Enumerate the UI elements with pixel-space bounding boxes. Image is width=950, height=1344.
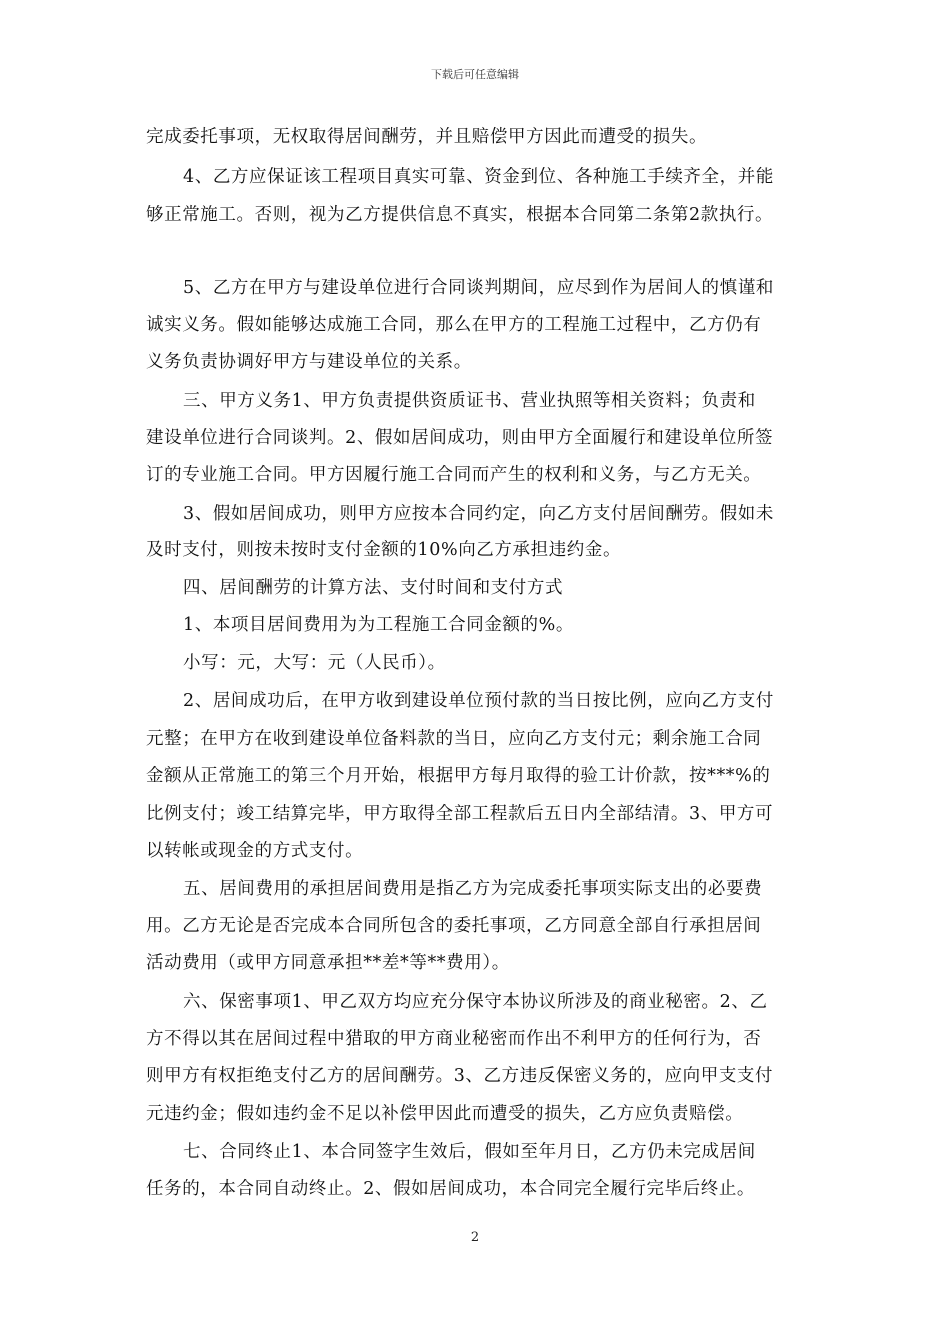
body-line: 金额从正常施工的第三个月开始，根据甲方每月取得的验工计价款，按***%的	[146, 766, 771, 786]
section-heading: 四、居间酬劳的计算方法、支付时间和支付方式	[183, 578, 564, 598]
body-line: 三、甲方义务1、甲方负责提供资质证书、营业执照等相关资料；负责和	[183, 391, 756, 411]
body-line: 4、乙方应保证该工程项目真实可靠、资金到位、各种施工手续齐全，并能	[183, 167, 774, 187]
body-line: 五、居间费用的承担居间费用是指乙方为完成委托事项实际支出的必要费	[183, 879, 763, 899]
body-line: 2、居间成功后，在甲方收到建设单位预付款的当日按比例，应向乙方支付	[183, 691, 774, 711]
body-line: 比例支付；竣工结算完毕，甲方取得全部工程款后五日内全部结清。3、甲方可	[146, 804, 774, 824]
body-line: 及时支付，则按未按时支付金额的10%向乙方承担违约金。	[146, 540, 622, 560]
body-line: 活动费用（或甲方同意承担**差*等**费用）。	[146, 953, 510, 973]
body-line: 六、保密事项1、甲乙双方均应充分保守本协议所涉及的商业秘密。2、乙	[183, 992, 768, 1012]
body-line: 够正常施工。否则，视为乙方提供信息不真实，根据本合同第二条第2款执行。	[146, 205, 774, 225]
body-line: 方不得以其在居间过程中猎取的甲方商业秘密而作出不利甲方的任何行为，否	[146, 1029, 762, 1049]
body-line: 小写：元，大写：元（人民币）。	[183, 653, 446, 673]
body-line: 七、合同终止1、本合同签字生效后，假如至年月日，乙方仍未完成居间	[183, 1142, 756, 1162]
body-line: 则甲方有权拒绝支付乙方的居间酬劳。3、乙方违反保密义务的，应向甲支支付	[146, 1066, 774, 1086]
body-line: 任务的，本合同自动终止。2、假如居间成功，本合同完全履行完毕后终止。	[146, 1179, 756, 1199]
body-line: 元违约金；假如违约金不足以补偿甲因此而遭受的损失，乙方应负责赔偿。	[146, 1104, 744, 1124]
body-line: 3、假如居间成功，则甲方应按本合同约定，向乙方支付居间酬劳。假如未	[183, 504, 774, 524]
page-header-note: 下载后可任意编辑	[431, 68, 519, 81]
body-line: 1、本项目居间费用为为工程施工合同金额的%。	[183, 615, 574, 635]
body-line: 元整；在甲方在收到建设单位备料款的当日，应向乙方支付元；剩余施工合同	[146, 729, 762, 749]
body-line: 以转帐或现金的方式支付。	[146, 841, 364, 861]
body-line: 用。乙方无论是否完成本合同所包含的委托事项，乙方同意全部自行承担居间	[146, 916, 762, 936]
body-line: 诚实义务。假如能够达成施工合同，那么在甲方的工程施工过程中，乙方仍有	[146, 315, 762, 335]
body-line: 5、乙方在甲方与建设单位进行合同谈判期间，应尽到作为居间人的慎谨和	[183, 278, 774, 298]
body-line: 建设单位进行合同谈判。2、假如居间成功，则由甲方全面履行和建设单位所签	[146, 428, 774, 448]
body-line: 义务负责协调好甲方与建设单位的关系。	[146, 352, 472, 372]
body-line: 完成委托事项，无权取得居间酬劳，并且赔偿甲方因此而遭受的损失。	[146, 127, 708, 147]
body-line: 订的专业施工合同。甲方因履行施工合同而产生的权利和义务，与乙方无关。	[146, 465, 762, 485]
page-number: 2	[470, 1230, 480, 1245]
